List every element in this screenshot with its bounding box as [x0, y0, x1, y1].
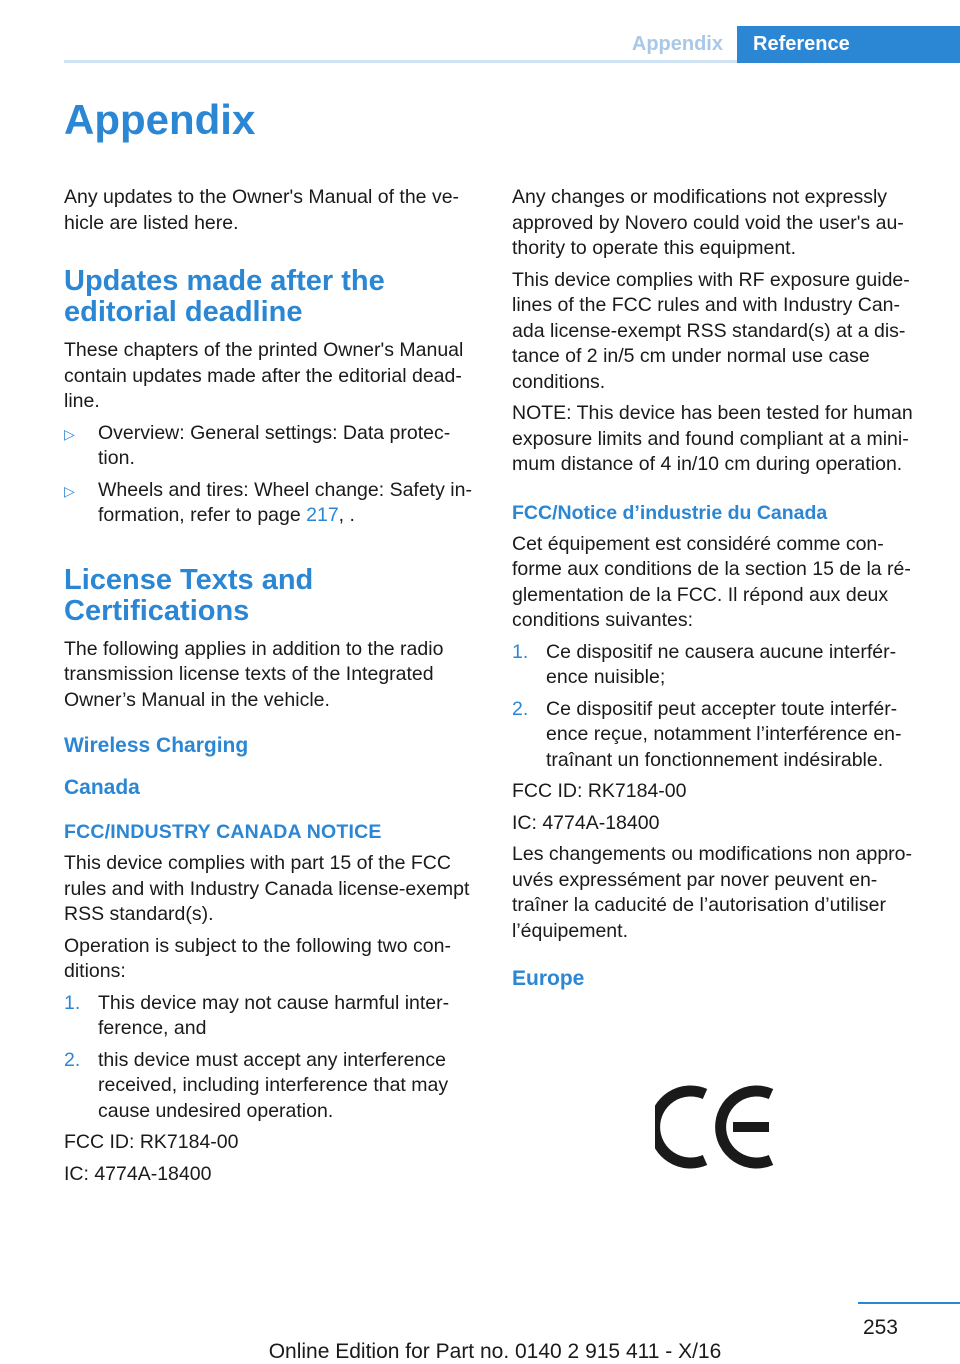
list-item [64, 1048, 482, 1125]
page-title: Appendix [64, 96, 256, 143]
fcc-fr-heading: FCC/Notice d’industrie du Canada [512, 501, 828, 524]
triangle-bullet-icon: ▷ [64, 425, 75, 442]
list-text: this device must accept any interference received, including interference that may cause undesired operation. [98, 1048, 449, 1122]
footer-rule [858, 1302, 960, 1304]
footer-text: Online Edition for Part no. 0140 2 915 411 - X/16 [268, 1340, 722, 1363]
fcc-id: FCC ID: RK7184-00 [64, 1131, 239, 1153]
europe-heading: Europe [512, 967, 585, 990]
list-item [64, 991, 482, 1042]
header-tab-reference[interactable]: Reference [737, 26, 960, 63]
list-item [64, 478, 482, 529]
page-link[interactable]: 217 [306, 504, 339, 526]
list-text: Ce dispositif peut accepter toute interfér‐ence reçue, notamment l’interférence en‐traînant un fonctionnement indésirable. [546, 697, 902, 771]
list-number: 1. [64, 991, 81, 1014]
triangle-bullet-icon: ▷ [64, 482, 75, 499]
changes-text: Any changes or modifications not expressly approved by Novero could void the user's au‐thority to operate this equipment. [512, 186, 904, 259]
bullet-text [98, 478, 482, 529]
license-text: The following applies in addition to the radio transmission license texts of the Integrated Owner’s Manual in the vehicle. [64, 637, 444, 711]
list-text: This device may not cause harmful inter‐ference, and [98, 991, 450, 1039]
fcc-text: This device complies with part 15 of the FCC rules and with Industry Canada license-exempt RSS standard(s). [64, 852, 470, 925]
wireless-heading: Wireless Charging [64, 734, 249, 757]
list-item [512, 697, 932, 774]
left-column [64, 185, 482, 1193]
bullet-text-start: Wheels and tires: Wheel change: Safety in‐formation, refer to page [98, 478, 472, 526]
note-text: NOTE: This device has been tested for human exposure limits and found compliant at a mini‐mum distance of 4 in/10 cm during operation. [512, 402, 913, 475]
right-column [512, 185, 932, 1002]
ce-mark-icon [655, 1082, 780, 1172]
ic-id-fr: IC: 4774A-18400 [512, 811, 660, 834]
header-tab-appendix[interactable]: Appendix [631, 33, 723, 55]
rf-text: This device complies with RF exposure guide‐lines of the FCC rules and with Industry Can‐ada license-exempt RSS standard(s) at a dis‐tance of 2 in/5 cm under normal use case conditions. [512, 268, 910, 393]
list-item [64, 421, 482, 472]
updates-text: These chapters of the printed Owner's Manual contain updates made after the editorial dead‐line. [64, 339, 464, 412]
operation-text: Operation is subject to the following two con‐ditions: [64, 934, 451, 982]
list-item [512, 640, 932, 691]
fcc-id-fr: FCC ID: RK7184-00 [512, 780, 687, 802]
list-number: 2. [512, 697, 529, 720]
bullet-text-end: , . [338, 504, 355, 526]
license-heading: License Texts and Certifications [64, 563, 314, 627]
fr-changes-text: Les changements ou modifications non appro‐uvés expressément par nover peuvent en‐traîner la caducité de l’autorisation d’utiliser l’équipement. [512, 843, 912, 942]
intro-text: Any updates to the Owner's Manual of the ve‐hicle are listed here. [64, 186, 460, 234]
ic-id: IC: 4774A-18400 [64, 1162, 212, 1185]
list-number: 1. [512, 640, 529, 663]
page-number: 253 [862, 1316, 898, 1339]
list-text: Ce dispositif ne causera aucune interfér‐ence nuisible; [546, 640, 897, 688]
canada-heading: Canada [64, 776, 140, 799]
list-number: 2. [64, 1048, 81, 1071]
fr-text: Cet équipement est considéré comme con‐forme aux conditions de la section 15 de la ré‐glementation de la FCC. Il répond aux deux conditions suivantes: [512, 532, 911, 631]
updates-heading: Updates made after the editorial deadline [64, 265, 385, 328]
fcc-notice-heading: FCC/INDUSTRY CANADA NOTICE [64, 821, 382, 843]
bullet-text: Overview: General settings: Data protec‐tion. [98, 421, 451, 469]
